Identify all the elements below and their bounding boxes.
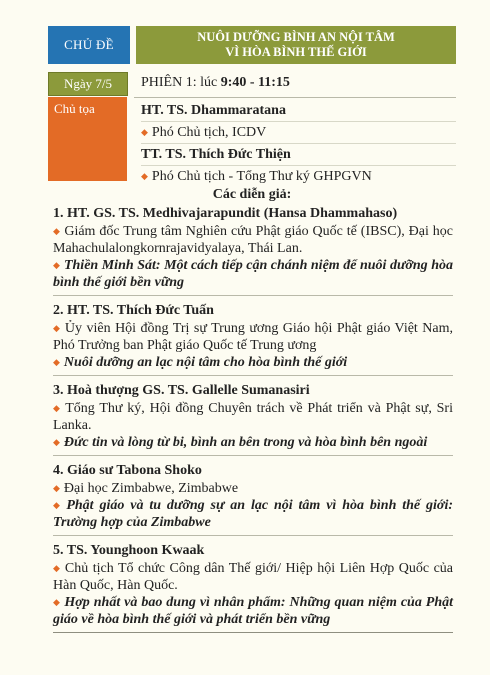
speaker-affiliation-text: Tổng Thư ký, Hội đồng Chuyên trách về Phát triển và Phật sự, Sri Lanka.	[53, 401, 453, 433]
session-day	[48, 72, 128, 96]
topic-title	[136, 26, 456, 64]
chair-list	[141, 101, 456, 186]
speaker-affiliation	[53, 400, 453, 434]
speaker-item	[53, 542, 453, 633]
session-hours: 9:40 - 11:15	[220, 75, 290, 90]
bullet-icon: ◆	[53, 260, 60, 270]
bullet-icon: ◆	[53, 437, 60, 447]
chair-label: Chủ tọa	[54, 101, 95, 116]
bullet-icon: ◆	[53, 403, 62, 413]
speaker-name: 3. Hoà thượng GS. TS. Gallelle Sumanasiri	[53, 383, 310, 398]
divider	[141, 143, 456, 144]
bullet-icon: ◆	[53, 357, 60, 367]
chair-label-box	[48, 97, 127, 181]
speaker-name: 4. Giáo sư Tabona Shoko	[53, 463, 202, 478]
speaker-item	[53, 302, 453, 376]
speaker-item	[53, 462, 453, 536]
divider	[141, 121, 456, 122]
speaker-affiliation	[53, 320, 453, 354]
speaker-affiliation-text: Giám đốc Trung tâm Nghiên cứu Phật giáo Quốc tế (IBSC), Đại học Mahachulalongkornrajavidyalaya, Thái Lan.	[53, 224, 453, 256]
speaker-affiliation-text: Ủy viên Hội đồng Trị sự Trung ương Giáo hội Phật giáo Việt Nam, Phó Trưởng ban Phật giáo Quốc tế Trung ương	[53, 321, 454, 353]
bullet-icon: ◆	[53, 323, 61, 333]
speaker-affiliation-text: Chủ tịch Tổ chức Công dân Thế giới/ Hiệp hội Liên Hợp Quốc của Hàn Quốc, Hàn Quốc.	[53, 561, 453, 593]
speaker-topic-text: Hợp nhất và bao dung vì nhân phẩm: Những quan niệm của Phật giáo về hòa bình thế giới và phát triển bền vững	[53, 595, 453, 627]
speaker-topic	[53, 354, 453, 371]
speakers-heading: Các diễn giả:	[212, 187, 292, 202]
bullet-icon: ◆	[53, 226, 61, 236]
chair-role-text: Phó Chủ tịch - Tổng Thư ký GHPGVN	[151, 169, 372, 184]
speaker-topic	[53, 257, 453, 291]
speaker-item	[53, 205, 453, 296]
chair-role	[141, 123, 456, 142]
chair-role	[141, 167, 456, 186]
session-time	[141, 75, 290, 91]
bullet-icon: ◆	[53, 483, 60, 493]
bullet-icon: ◆	[141, 127, 148, 137]
speaker-affiliation	[53, 560, 453, 594]
divider	[134, 97, 456, 98]
divider	[141, 165, 456, 166]
bullet-icon: ◆	[53, 500, 63, 510]
bullet-icon: ◆	[53, 563, 61, 573]
speaker-topic	[53, 497, 453, 531]
speaker-name: 2. HT. TS. Thích Đức Tuấn	[53, 303, 214, 318]
bullet-icon: ◆	[53, 597, 61, 607]
speaker-item	[53, 382, 453, 456]
chair-name: HT. TS. Dhammaratana	[141, 103, 286, 118]
chair-role-text: Phó Chủ tịch, ICDV	[151, 125, 267, 140]
speaker-list	[53, 205, 453, 639]
session-prefix: PHIÊN 1: lúc	[141, 75, 218, 90]
chair-item	[141, 101, 456, 144]
speaker-name: 1. HT. GS. TS. Medhivajarapundit (Hansa Dhammahaso)	[53, 206, 398, 221]
topic-title-line2: VÌ HÒA BÌNH THẾ GIỚI	[225, 45, 367, 59]
topic-label-text: CHỦ ĐỀ	[64, 37, 114, 52]
speaker-topic-text: Thiền Minh Sát: Một cách tiếp cận chánh niệm để nuôi dưỡng hòa bình thế giới bền vững	[53, 258, 453, 290]
speaker-topic	[53, 434, 453, 451]
bullet-icon: ◆	[141, 171, 148, 181]
speaker-topic-text: Phật giáo và tu dưỡng sự an lạc nội tâm vì hòa bình thế giới: Trường hợp của Zimbabwe	[53, 498, 453, 530]
session-day-text: Ngày 7/5	[63, 76, 113, 91]
topic-label	[48, 26, 130, 64]
chair-name: TT. TS. Thích Đức Thiện	[141, 147, 291, 162]
speaker-affiliation-text: Đại học Zimbabwe, Zimbabwe	[63, 481, 239, 496]
topic-title-line1: NUÔI DƯỠNG BÌNH AN NỘI TÂM	[197, 30, 395, 44]
speaker-topic-text: Đức tin và lòng từ bi, bình an bên trong và hòa bình bên ngoài	[63, 435, 428, 450]
speaker-affiliation	[53, 480, 453, 497]
speaker-topic	[53, 594, 453, 628]
speaker-affiliation	[53, 223, 453, 257]
speaker-name: 5. TS. Younghoon Kwaak	[53, 543, 205, 558]
speaker-topic-text: Nuôi dưỡng an lạc nội tâm cho hòa bình thế giới	[63, 355, 348, 370]
chair-item	[141, 145, 456, 186]
